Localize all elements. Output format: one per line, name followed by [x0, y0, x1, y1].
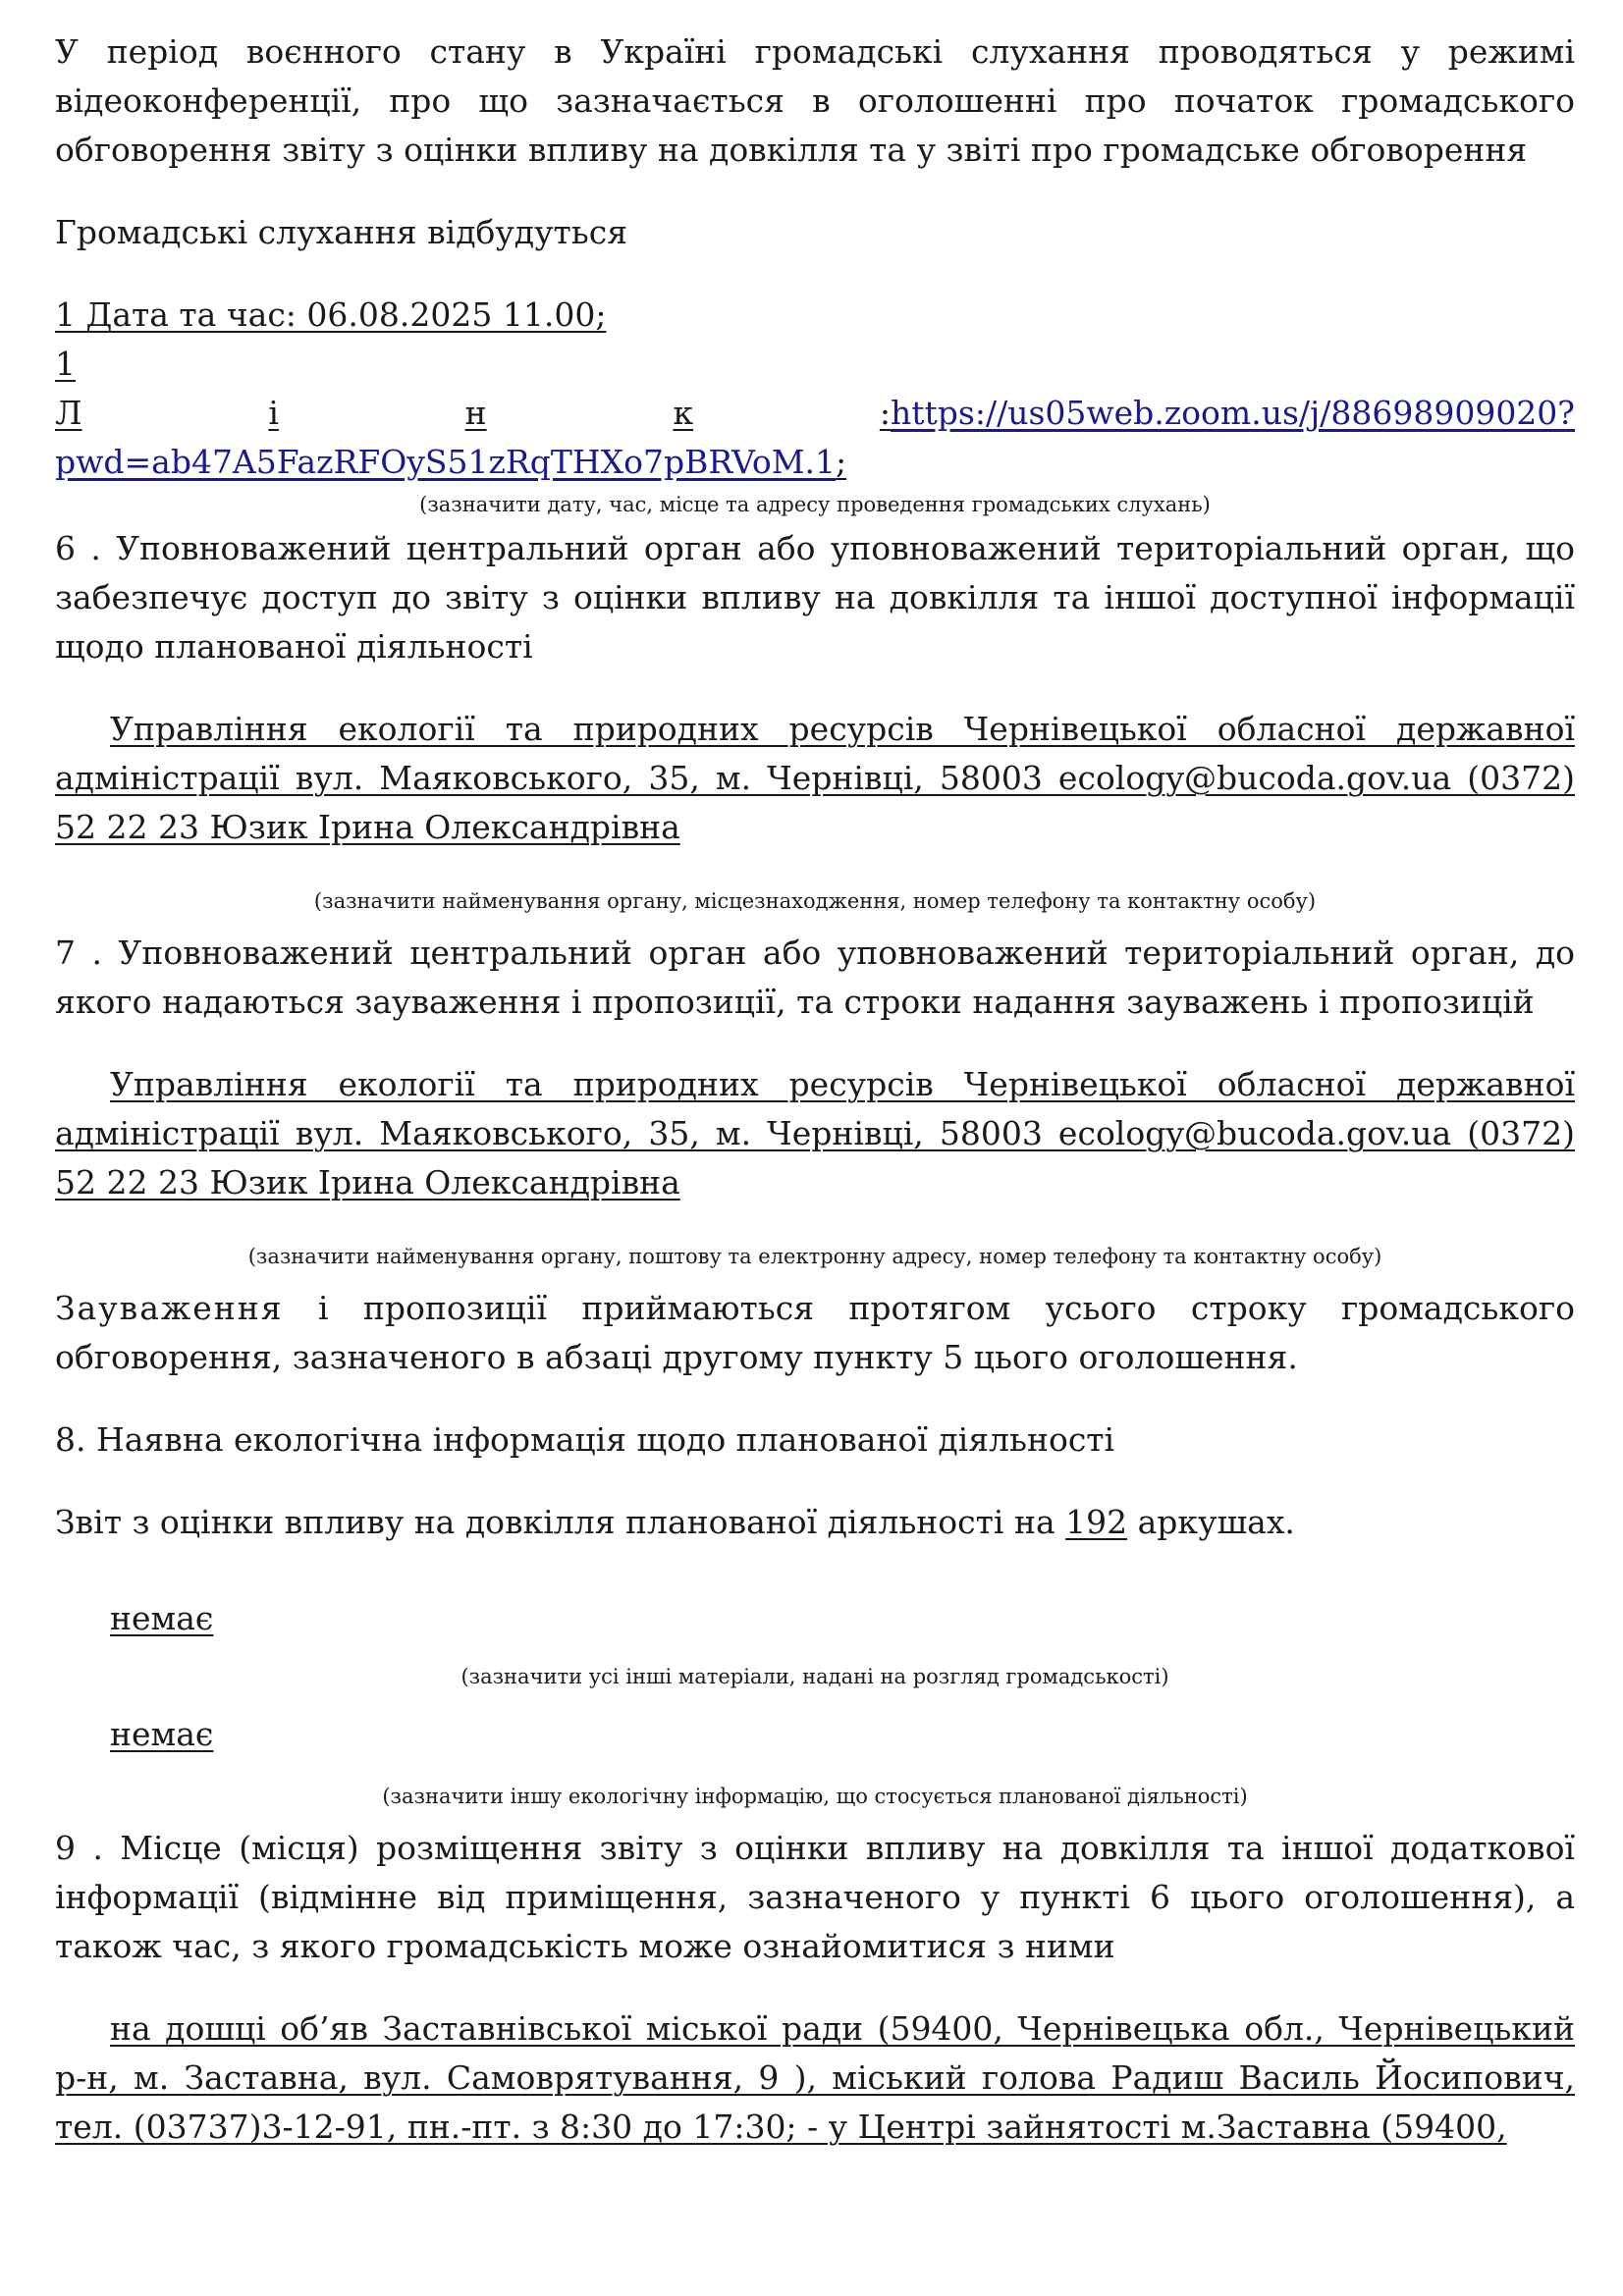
section6-number: 6 [55, 529, 76, 567]
section9-heading [55, 1824, 1575, 1971]
section8-none-1 [55, 1594, 1575, 1643]
hearings-title: Громадські слухання відбудуться [55, 213, 628, 251]
remarks-lead: Зауваження [55, 1289, 284, 1327]
intro-paragraph: У період воєнного стану в Україні громадські слухання проводяться у режимі відеоконференції, про що зазначається в оголошенні про початок громадського обговорення звіту з оцінки впливу на довкілля та у звіті про громадське обговорення [55, 32, 1575, 169]
section9-dot: . [92, 1829, 103, 1867]
section9-number: 9 [55, 1829, 76, 1867]
hearing-number-line: 1 [55, 345, 76, 383]
remarks-text: і пропозиції приймаються протягом усього строку громадського обговорення, зазначеного в абзаці другому пункту 5 цього оголошення. [55, 1289, 1575, 1376]
section8-title: 8. Наявна екологічна інформація щодо планованої діяльності [55, 1420, 1115, 1459]
section7-dot: . [91, 934, 102, 972]
zoom-link-part1[interactable]: https://us05web.zoom.us/j/88698909020? [891, 394, 1575, 432]
link-letter-2: і [268, 394, 279, 432]
report-post: аркушах. [1137, 1503, 1295, 1541]
hearing-caption: (зазначити дату, час, місце та адресу проведення громадських слухань) [419, 493, 1211, 516]
section8-none-2 [55, 1710, 1575, 1759]
section7-number: 7 [55, 934, 76, 972]
hearing-link-line [55, 389, 1575, 438]
zoom-link-part2[interactable]: pwd=ab47A5FazRFOyS51zRqTHXo7pBRVoM.1 [55, 443, 837, 481]
hearing-block [55, 291, 1575, 520]
zoom-link-tail: ; [836, 443, 847, 481]
report-pre: Звіт з оцінки впливу на довкілля планованої діяльності на [55, 1503, 1055, 1541]
section7-caption: (зазначити найменування органу, поштову та електронну адресу, номер телефону та контактну особу) [247, 1245, 1382, 1268]
section6-body: Управління екології та природних ресурсів Чернівецької обласної державної адміністрації вул. Маяковського, 35, м. Чернівці, 58003 ecology@bucoda.gov.ua (0372) 52 22 23 Юзик Ірина Олександрівна [55, 710, 1575, 846]
document-page [55, 27, 1575, 2152]
section9-text: Місце (місця) розміщення звіту з оцінки впливу на довкілля та іншої додаткової інформації (відмінне від приміщення, зазначеного у пункті 6 цього оголошення), а також час, з якого громадськість може ознайомитися з ними [55, 1829, 1575, 1965]
section7-text: Уповноважений центральний орган або уповноважений територіальний орган, до якого надаються зауваження і пропозиції, та строки надання зауважень і пропозицій [55, 934, 1576, 1021]
link-letter-1: Л [55, 394, 82, 432]
hearing-link-line-2 [55, 438, 1575, 487]
section6-dot: . [90, 529, 101, 567]
section8-caption-1: (зазначити усі інші матеріали, надані на розгляд громадськості) [460, 1665, 1169, 1688]
section6-text: Уповноважений центральний орган або уповноважений територіальний орган, що забезпечує доступ до звіту з оцінки впливу на довкілля та іншої доступної інформації щодо планованої діяльності [55, 529, 1575, 666]
hearing-date-line: 1 Дата та час: 06.08.2025 11.00; [55, 295, 607, 334]
link-letter-5: : [879, 394, 891, 432]
link-letter-3: н [464, 394, 487, 432]
section9-body: на дошці об’яв Заставнівської міської ради (59400, Чернівецька обл., Чернівецький р-н, м. Заставна, вул. Самоврятування, 9 ), міський голова Радиш Василь Йосипович, тел. (03737)3-12-91, пн.-пт. з 8:30 до 17:30; - у Центрі зайнятості м.Заставна (59400, [55, 2009, 1575, 2146]
section6-heading [55, 524, 1575, 671]
none-1-text: немає [110, 1599, 214, 1637]
none-2-text: немає [110, 1715, 214, 1753]
remarks-paragraph [55, 1284, 1575, 1382]
link-letter-4: к [673, 394, 694, 432]
section8-report [55, 1498, 1575, 1547]
section7-heading [55, 929, 1575, 1027]
section8-caption-2: (зазначити іншу екологічну інформацію, що стосується планованої діяльності) [382, 1785, 1248, 1808]
section6-caption: (зазначити найменування органу, місцезнаходження, номер телефону та контактну особу) [313, 889, 1317, 913]
section7-body: Управління екології та природних ресурсів Чернівецької обласної державної адміністрації вул. Маяковського, 35, м. Чернівці, 58003 ecology@bucoda.gov.ua (0372) 52 22 23 Юзик Ірина Олександрівна [55, 1065, 1575, 1201]
link-label [55, 389, 891, 438]
report-sheets: 192 [1065, 1503, 1128, 1541]
